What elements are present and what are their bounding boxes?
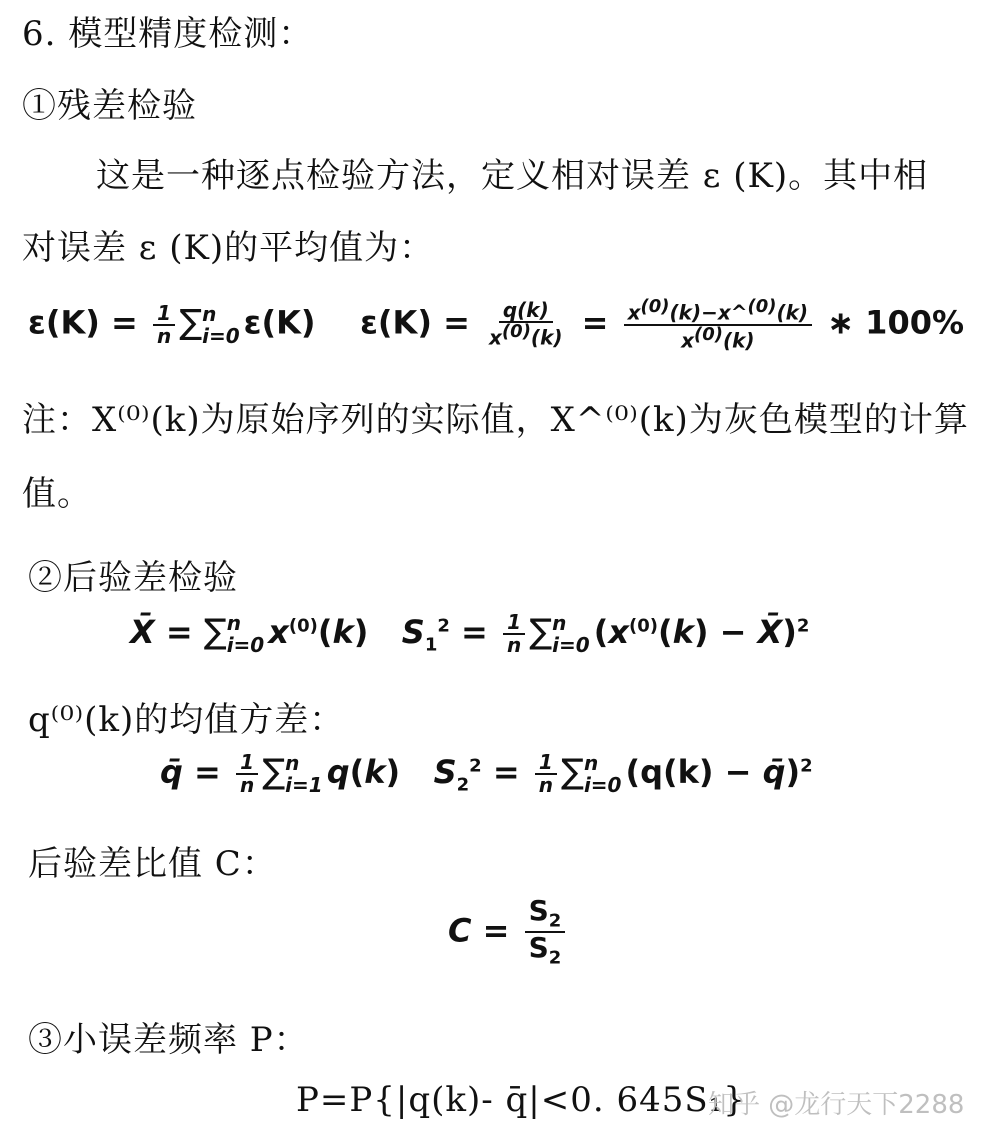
paragraph-line-2: 对误差 ε (K)的平均值为： bbox=[22, 228, 435, 268]
ratio-equation: C = $\frac{S_2}{S_2}$ bbox=[448, 896, 569, 969]
section1-title: ①残差检验 bbox=[22, 86, 197, 126]
section-heading: 6. 模型精度检测： bbox=[22, 14, 314, 54]
ratio-label: 后验差比值 C： bbox=[28, 844, 277, 884]
q-variance-equation: q̄ = $\frac{1}{n}$ ∑ n i=1 q(k) $S_2^2$ = $\frac{1}{n}$ ∑ n i=0 (q(k) − q̄)$^2$ bbox=[160, 750, 813, 797]
relative-error-equation: ε(K) = $\frac{1}{n}$ ∑ n i=0 ε(K) ε(K) = $\frac{q(k)}{x^{(0)}(k)}$ = $\frac{x^{(0)}(k)-x\^{}^{(0)}(k)}{x^{(0)}(k)}$ ∗ 100% bbox=[28, 296, 965, 353]
small-error-formula: P=P{|q(k)- q̄|<0. 645S₁} bbox=[296, 1080, 746, 1120]
note-line-2: 值。 bbox=[22, 474, 92, 514]
watermark: 知乎 @龙行天下2288 bbox=[708, 1090, 965, 1120]
section2-title: ②后验差检验 bbox=[28, 558, 238, 598]
note-line-1: 注：X⁽⁰⁾(k)为原始序列的实际值，X^⁽⁰⁾(k)为灰色模型的计算 bbox=[22, 400, 969, 440]
section3-title: ③小误差频率 P： bbox=[28, 1020, 309, 1060]
paragraph-line-1: 这是一种逐点检验方法，定义相对误差 ε (K)。其中相 bbox=[96, 156, 929, 196]
mean-variance-equation: X̄ = ∑ n i=0 $x^{(0)}(k) S_1^2$ = $\frac{1}{n}$ ∑ n i=0 ($x^{(0)}(k)$ − X̄)$^2$ bbox=[130, 610, 810, 657]
q-label: q⁽⁰⁾(k)的均值方差： bbox=[28, 700, 345, 740]
